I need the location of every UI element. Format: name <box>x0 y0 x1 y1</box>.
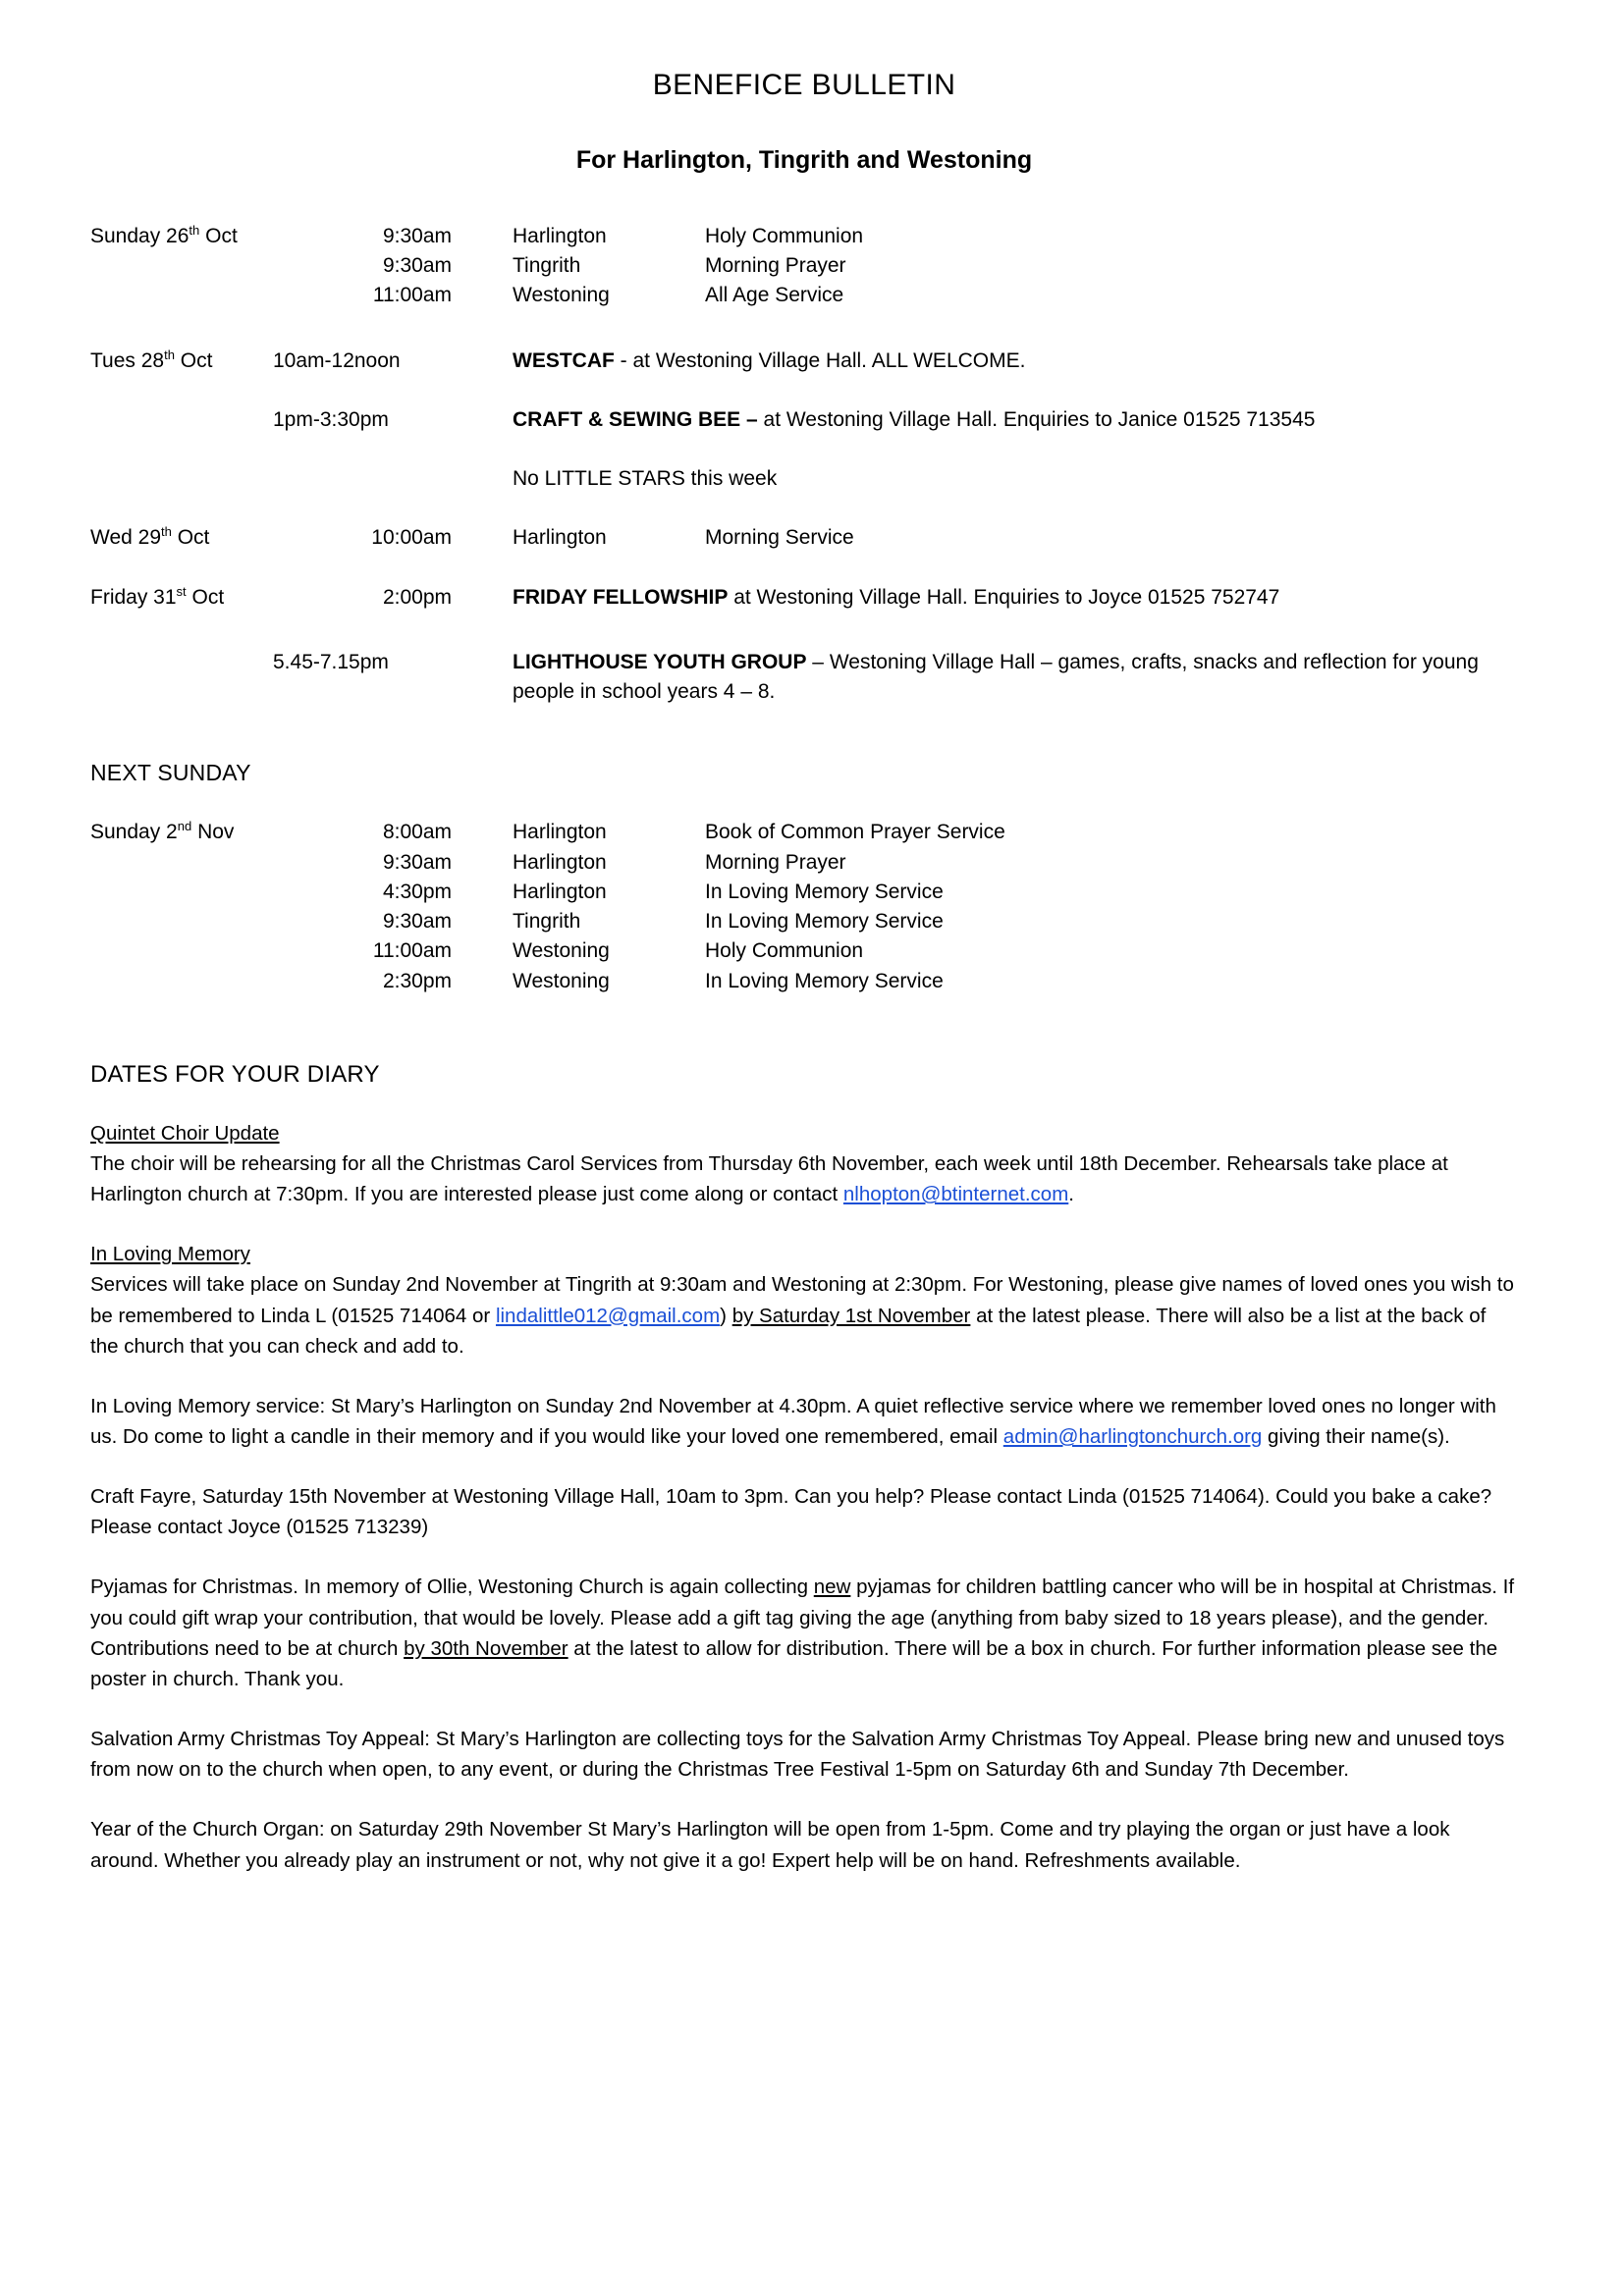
table-row <box>90 848 1518 878</box>
schedule-desc: Morning Prayer <box>705 850 846 874</box>
schedule-time: 8:00am <box>382 821 452 844</box>
schedule-desc: Holy Communion <box>705 939 864 963</box>
schedule-time: 2:30pm <box>382 969 452 992</box>
memory-service-paragraph <box>90 1391 1518 1452</box>
memory-deadline: by Saturday 1st November <box>731 1304 971 1327</box>
quintet-email-link[interactable]: nlhopton@btinternet.com <box>842 1183 1069 1206</box>
schedule-place: Harlington <box>513 850 607 874</box>
schedule-place: Harlington <box>513 225 607 247</box>
schedule-day <box>90 967 273 996</box>
schedule-day-ordinal: th <box>164 347 175 362</box>
schedule-place: Harlington <box>513 821 607 844</box>
pyjamas-text-2: pyjamas for children battling cancer who will be in hospital at Christmas. If you could gift wrap your contribution, that would be lovely. Please add a gift tag giving the age (anything from baby sized to 18 years please), and the gender. Contributions need to be at church <box>90 1575 1515 1660</box>
schedule-day-text: Tues 28 <box>90 348 165 372</box>
schedule-desc: Holy Communion <box>705 225 864 247</box>
page-title: BENEFICE BULLETIN <box>652 69 956 101</box>
schedule-place: Harlington <box>513 526 607 550</box>
schedule-day <box>90 222 273 251</box>
schedule-place: Tingrith <box>513 910 581 934</box>
schedule-desc <box>513 613 1518 707</box>
schedule-day-month: Oct <box>171 526 210 550</box>
schedule-day <box>90 494 273 553</box>
schedule-day-month: Oct <box>174 348 213 372</box>
schedule-time: 5.45-7.15pm <box>273 650 389 673</box>
schedule-time <box>273 435 513 494</box>
in-loving-memory-heading: In Loving Memory <box>90 1243 250 1266</box>
table-row <box>90 907 1518 936</box>
schedule-day-ordinal: st <box>176 583 187 599</box>
schedule-day-month: Oct <box>186 585 225 609</box>
pyjamas-paragraph <box>90 1572 1518 1694</box>
schedule-time: 9:30am <box>382 910 452 934</box>
schedule-day <box>90 848 273 878</box>
schedule-desc-title: FRIDAY FELLOWSHIP <box>513 585 729 609</box>
memory-text-1: Services will take place on Sunday 2nd November at Tingrith at 9:30am and Westoning at 2:30pm. For Westoning, please give names of loved ones you wish to be remembered to Linda L (01525 714064 or <box>90 1273 1514 1327</box>
schedule-desc-title: CRAFT & SEWING BEE – <box>513 407 758 431</box>
schedule-day-text: Sunday 2 <box>90 821 178 844</box>
schedule-desc-text: - at Westoning Village Hall. ALL WELCOME. <box>614 348 1026 372</box>
next-sunday-table <box>90 818 1518 995</box>
schedule-desc-text: at Westoning Village Hall. Enquiries to Joyce 01525 752747 <box>728 585 1280 609</box>
schedule-day <box>90 936 273 966</box>
schedule-desc: Morning Prayer <box>705 254 846 278</box>
schedule-day <box>90 907 273 936</box>
linda-email-link[interactable]: lindalittle012@gmail.com <box>495 1304 721 1327</box>
memory-service-text-2: giving their name(s). <box>1262 1425 1450 1448</box>
church-organ-paragraph: Year of the Church Organ: on Saturday 29th November St Mary’s Harlington will be open from 1-5pm. Come and try playing the organ or just have a look around. Whether you already play an instrument or not, why not give it a go! Expert help will be on hand. Refreshments available. <box>90 1818 1450 1872</box>
schedule-time: 4:30pm <box>382 880 452 903</box>
schedule-desc: Book of Common Prayer Service <box>705 821 1005 844</box>
schedule-place: Westoning <box>513 939 610 963</box>
schedule-day <box>90 435 273 494</box>
schedule-desc: In Loving Memory Service <box>705 969 944 992</box>
pyjamas-text-3: at the latest to allow for distribution. There will be a box in church. For further information please see the poster in church. Thank you. <box>90 1636 1498 1690</box>
schedule-day-month: Oct <box>199 225 238 247</box>
table-row <box>90 222 1518 251</box>
memory-text-3: at the latest please. There will also be a list at the back of the church that you can check and add to. <box>90 1304 1487 1358</box>
next-sunday-heading: NEXT SUNDAY <box>90 760 251 786</box>
pyjamas-deadline: by 30th November <box>404 1636 568 1660</box>
schedule-desc-text: at Westoning Village Hall. Enquiries to Janice 01525 713545 <box>757 407 1316 431</box>
table-row <box>90 818 1518 847</box>
table-row <box>90 936 1518 966</box>
schedule-day-ordinal: nd <box>177 819 192 834</box>
schedule-desc <box>513 311 1518 376</box>
schedule-time: 10:00am <box>371 526 452 550</box>
quintet-choir-text: The choir will be rehearsing for all the Christmas Carol Services from Thursday 6th November, each week until 18th December. Rehearsals take place at Harlington church at 7:30pm. If you are interested please just come along or contact <box>90 1151 1448 1206</box>
schedule-time: 10am-12noon <box>273 348 401 372</box>
schedule-day-text: Wed 29 <box>90 526 161 550</box>
schedule-place: Westoning <box>513 969 610 992</box>
diary-heading: DATES FOR YOUR DIARY <box>90 1060 380 1088</box>
table-row <box>90 494 1518 553</box>
table-row <box>90 554 1518 613</box>
schedule-time: 2:00pm <box>382 585 452 609</box>
schedule-desc: In Loving Memory Service <box>705 910 944 934</box>
schedule-day-text: Sunday 26 <box>90 225 189 247</box>
table-row <box>90 435 1518 494</box>
admin-email-link[interactable]: admin@harlingtonchurch.org <box>1002 1425 1263 1448</box>
schedule-day-text: Friday 31 <box>90 585 177 609</box>
schedule-desc <box>513 554 1518 613</box>
schedule-day <box>90 613 273 707</box>
schedule-desc: No LITTLE STARS this week <box>513 467 778 491</box>
schedule-day <box>90 818 273 847</box>
schedule-day <box>90 251 273 281</box>
craft-fayre-paragraph: Craft Fayre, Saturday 15th November at Westoning Village Hall, 10am to 3pm. Can you help? Please contact Linda (01525 714064). Could you bake a cake? Please contact Joyce (01525 713239) <box>90 1485 1492 1539</box>
weekly-schedule-table <box>90 222 1518 707</box>
schedule-time: 1pm-3:30pm <box>273 407 389 431</box>
table-row <box>90 878 1518 907</box>
schedule-place: Harlington <box>513 880 607 903</box>
schedule-day <box>90 311 273 376</box>
schedule-desc: Morning Service <box>705 526 854 550</box>
memory-service-text-1: In Loving Memory service: St Mary’s Harlington on Sunday 2nd November at 4.30pm. A quiet reflective service where we remember loved ones no longer with us. Do come to light a candle in their memory and if you would like your loved one remembered, email <box>90 1394 1496 1448</box>
schedule-time: 9:30am <box>382 225 452 247</box>
schedule-desc: In Loving Memory Service <box>705 880 944 903</box>
quintet-choir-text-end: . <box>1068 1183 1074 1206</box>
schedule-time: 11:00am <box>372 939 452 963</box>
schedule-day-ordinal: th <box>189 223 200 238</box>
schedule-place: Westoning <box>513 284 610 307</box>
schedule-desc-title: LIGHTHOUSE YOUTH GROUP <box>513 650 807 673</box>
schedule-desc-text: – Westoning Village Hall – games, crafts, snacks and reflection for young people in school years 4 – 8. <box>513 650 1479 704</box>
in-loving-memory-section <box>90 1239 1518 1362</box>
schedule-place: Tingrith <box>513 254 581 278</box>
schedule-day <box>90 376 273 435</box>
table-row <box>90 311 1518 376</box>
pyjamas-new-word: new <box>813 1575 851 1599</box>
schedule-time: 11:00am <box>372 284 452 307</box>
table-row <box>90 967 1518 996</box>
schedule-desc <box>513 376 1518 435</box>
schedule-desc-title: WESTCAF <box>513 348 615 372</box>
schedule-day <box>90 878 273 907</box>
quintet-choir-section <box>90 1118 1518 1209</box>
toy-appeal-paragraph: Salvation Army Christmas Toy Appeal: St Mary’s Harlington are collecting toys for the Salvation Army Christmas Toy Appeal. Please bring new and unused toys from now on to the church when open, to any event, or during the Christmas Tree Festival 1-5pm on Saturday 6th and Sunday 7th December. <box>90 1728 1505 1782</box>
table-row <box>90 376 1518 435</box>
schedule-day-month: Nov <box>191 821 235 844</box>
table-row <box>90 281 1518 310</box>
schedule-desc: All Age Service <box>705 284 844 307</box>
memory-text-2: ) <box>720 1304 732 1327</box>
schedule-day <box>90 281 273 310</box>
schedule-time: 9:30am <box>382 850 452 874</box>
schedule-day <box>90 554 273 613</box>
pyjamas-text-1: Pyjamas for Christmas. In memory of Ollie, Westoning Church is again collecting <box>90 1575 814 1599</box>
schedule-time: 9:30am <box>382 254 452 278</box>
table-row <box>90 251 1518 281</box>
table-row <box>90 613 1518 707</box>
page-subtitle: For Harlington, Tingrith and Westoning <box>575 146 1033 174</box>
schedule-day-ordinal: th <box>161 524 172 540</box>
quintet-choir-heading: Quintet Choir Update <box>90 1121 280 1145</box>
